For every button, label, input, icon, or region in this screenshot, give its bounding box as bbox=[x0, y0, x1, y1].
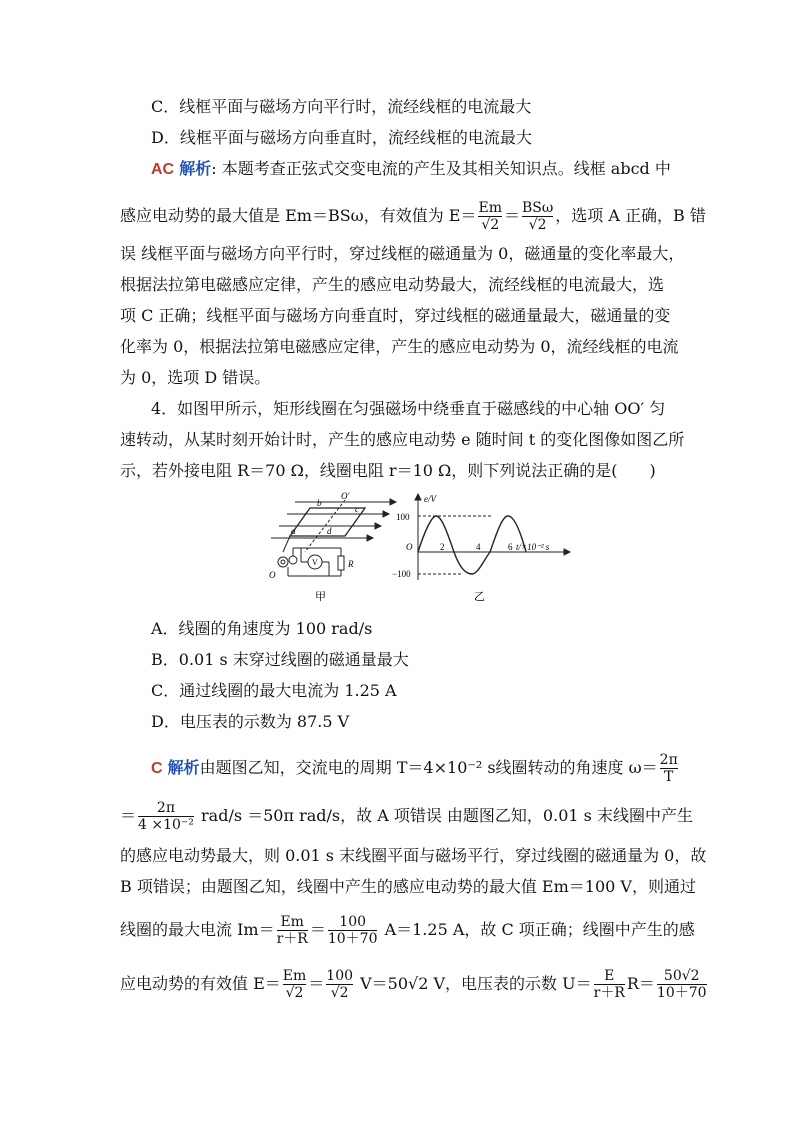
figure-yi-caption: 乙 bbox=[474, 591, 485, 603]
x-axis-label: t/×10⁻² s bbox=[516, 542, 550, 552]
fraction: $\frac{E}{r+R}$ bbox=[593, 968, 625, 1001]
y-axis-label: e/V bbox=[424, 494, 436, 504]
origin-label: O bbox=[406, 542, 413, 552]
label-d: d bbox=[327, 526, 332, 536]
q3-analysis-tag: 解析 bbox=[179, 159, 212, 178]
q4-stem-line2: 速转动，从某时刻开始计时，产生的感应电动势 e 随时间 t 的变化图像如图乙所 bbox=[120, 430, 685, 449]
fraction: $\frac{Em}{√2}$ bbox=[282, 968, 307, 1001]
label-o: O bbox=[269, 570, 276, 580]
fraction: $\frac{\text{BSω}}{√2}$ bbox=[522, 200, 554, 233]
fraction: $\frac{Em}{√2}$ bbox=[478, 200, 502, 233]
q3-explanation-line6: 化率为 0，根据法拉第电磁感应定律，产生的感应电动势为 0，流经线框的电流 bbox=[120, 337, 679, 356]
figure-jia-rotating-coil bbox=[265, 490, 400, 610]
q4-explanation-line1: C 解析由题图乙知，交流电的周期 T＝4×10⁻² s线圈转动的角速度 ω＝ $\frac{2\pi}{T}$ bbox=[151, 752, 678, 785]
q3-explanation-line2: 感应电动势的最大值是 Em＝BSω，有效值为 E＝ $\frac{Em}{√2}$ ＝ $\frac{\text{BSω}}{√2}$ ，选项 A 正确，B 错 bbox=[120, 200, 706, 233]
x-tick-4: 4 bbox=[476, 542, 481, 552]
q4-explanation-line4: B 项错误；由题图乙知，线圈中产生的感应电动势的最大值 Em＝100 V，则通过 bbox=[120, 877, 696, 896]
label-o-prime: O′ bbox=[341, 491, 350, 501]
label-a: a bbox=[291, 526, 296, 536]
q4-option-c: C．通过线圈的最大电流为 1.25 A bbox=[151, 681, 397, 700]
fraction: $\frac{100}{10+70}$ bbox=[327, 914, 378, 947]
q3-explanation-line4: 根据法拉第电磁感应定律，产生的感应电动势最大，流经线框的电流最大，选 bbox=[120, 275, 665, 294]
fraction: $\frac{2\pi}{\text{4 ×10⁻²}}$ bbox=[138, 800, 194, 833]
q4-explanation-line6: 应电动势的有效值 E＝ $\frac{Em}{√2}$ ＝ $\frac{100}{√2}$ V＝50√2 V，电压表的示数 U＝ $\frac{E}{r+R}$ R＝ $\frac{50√2}{10+70}$ bbox=[120, 968, 707, 1001]
q4-stem-line3: 示，若外接电阻 R＝70 Ω，线圈电阻 r＝10 Ω，则下列说法正确的是( ) bbox=[120, 461, 656, 480]
q3-explanation-line1: AC 解析: 本题考查正弦式交变电流的产生及其相关知识点。线框 abcd 中 bbox=[151, 159, 671, 178]
fraction: $\frac{Em}{r+R}$ bbox=[276, 914, 308, 947]
q4-analysis-tag: 解析 bbox=[167, 758, 200, 777]
q3-explanation-line3: 误 线框平面与磁场方向平行时，穿过线框的磁通量为 0，磁通量的变化率最大， bbox=[120, 244, 685, 263]
q4-answer: C bbox=[151, 760, 163, 777]
label-r: R bbox=[348, 559, 354, 569]
voltmeter-label: V bbox=[312, 558, 318, 567]
q4-explanation-line3: 的感应电动势最大，则 0.01 s 末线圈平面与磁场平行，穿过线圈的磁通量为 0，故 bbox=[120, 846, 707, 865]
q4-option-a: A．线圈的角速度为 100 rad/s bbox=[151, 619, 373, 638]
x-tick-6: 6 bbox=[508, 542, 513, 552]
q3-answer: AC bbox=[151, 161, 175, 178]
q4-explanation-line5: 线圈的最大电流 Im＝ $\frac{Em}{r+R}$ ＝ $\frac{100}{10+70}$ A＝1.25 A，故 C 项正确；线圈中产生的感 bbox=[120, 914, 695, 947]
figure-yi-emf-graph bbox=[392, 490, 592, 610]
q3-option-c: C．线框平面与磁场方向平行时，流经线框的电流最大 bbox=[151, 97, 532, 116]
y-tick-minus-100: −100 bbox=[392, 569, 411, 579]
fraction: $\frac{100}{√2}$ bbox=[326, 968, 354, 1001]
figure-jia-caption: 甲 bbox=[315, 591, 326, 603]
q3-explanation-line7: 为 0，选项 D 错误。 bbox=[120, 368, 271, 387]
fraction: $\frac{50√2}{10+70}$ bbox=[656, 968, 707, 1001]
q4-option-b: B．0.01 s 末穿过线圈的磁通量最大 bbox=[151, 650, 409, 669]
q4-stem-line1: 4．如图甲所示，矩形线圈在匀强磁场中绕垂直于磁感线的中心轴 OO′ 匀 bbox=[151, 399, 666, 418]
fraction: $\frac{2\pi}{T}$ bbox=[659, 752, 678, 785]
q3-explanation-line5: 项 C 正确；线框平面与磁场方向垂直时，穿过线框的磁通量最大，磁通量的变 bbox=[120, 306, 671, 325]
q3-option-d: D．线框平面与磁场方向垂直时，流经线框的电流最大 bbox=[151, 128, 532, 147]
q4-explanation-line2: ＝ $\frac{2\pi}{\text{4 ×10⁻²}}$ rad/s ＝50π rad/s，故 A 项错误 由题图乙知，0.01 s 末线圈中产生 bbox=[120, 800, 693, 833]
x-tick-2: 2 bbox=[440, 542, 445, 552]
label-c: c bbox=[355, 504, 359, 514]
y-tick-100: 100 bbox=[396, 512, 410, 522]
q4-option-d: D．电压表的示数为 87.5 V bbox=[151, 712, 350, 731]
label-b: b bbox=[317, 498, 322, 508]
